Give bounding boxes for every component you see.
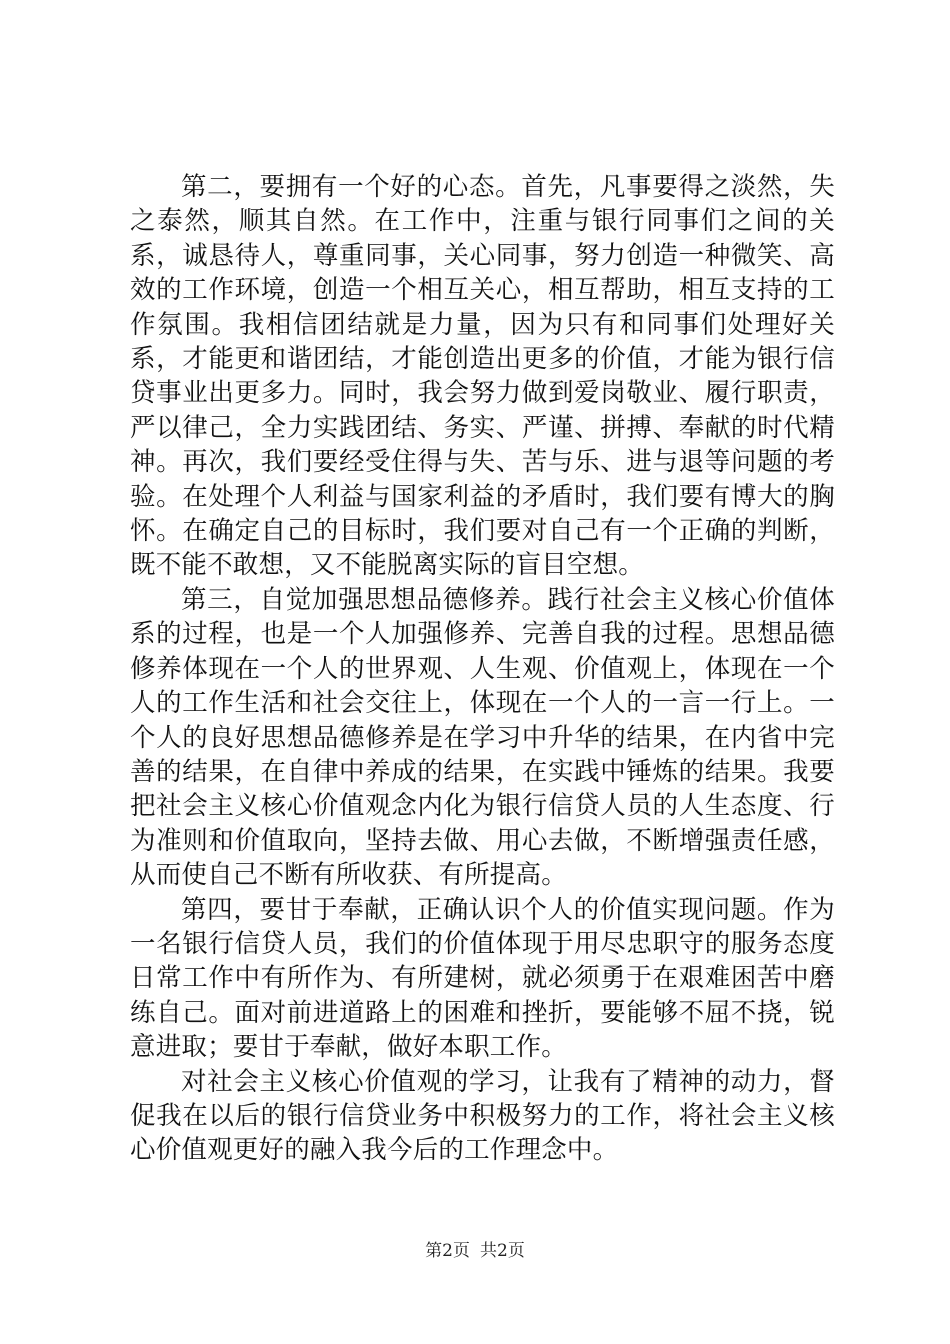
page-number-total: 共2页	[480, 1241, 525, 1261]
paragraph-second-point: 第二，要拥有一个好的心态。首先，凡事要得之淡然，失之泰然，顺其自然。在工作中，注重与银行同事们之间的关系，诚恳待人，尊重同事，关心同事，努力创造一种微笑、高效的工作环境，创造一个相互关心，相互帮助，相互支持的工作氛围。我相信团结就是力量，因为只有和同事们处理好关系，才能更和谐团结，才能创造出更多的价值，才能为银行信贷事业出更多力。同时，我会努力做到爱岗敬业、履行职责，严以律己，全力实践团结、务实、严谨、拼搏、奉献的时代精神。再次，我们要经受住得与失、苦与乐、进与退等问题的考验。在处理个人利益与国家利益的矛盾时，我们要有博大的胸怀。在确定自己的目标时，我们要对自己有一个正确的判断，既不能不敢想，又不能脱离实际的盲目空想。	[130, 172, 835, 581]
paragraph-fourth-point: 第四，要甘于奉献，正确认识个人的价值实现问题。作为一名银行信贷人员，我们的价值体现于用尽忠职守的服务态度日常工作中有所作为、有所建树，就必须勇于在艰难困苦中磨练自己。面对前进道路上的困难和挫折，要能够不屈不挠，锐意进取；要甘于奉献，做好本职工作。	[130, 894, 835, 1063]
paragraph-third-point: 第三，自觉加强思想品德修养。践行社会主义核心价值体系的过程，也是一个人加强修养、完善自我的过程。思想品德修养体现在一个人的世界观、人生观、价值观上，体现在一个人的工作生活和社会交往上，体现在一个人的一言一行上。一个人的良好思想品德修养是在学习中升华的结果，在内省中完善的结果，在自律中养成的结果，在实践中锤炼的结果。我要把社会主义核心价值观念内化为银行信贷人员的人生态度、行为准则和价值取向，坚持去做、用心去做，不断增强责任感，从而使自己不断有所收获、有所提高。	[130, 584, 835, 891]
page-footer	[0, 1240, 950, 1262]
page-number-current: 第2页	[425, 1241, 470, 1261]
document-body	[130, 170, 835, 1168]
paragraph-conclusion: 对社会主义核心价值观的学习，让我有了精神的动力，督促我在以后的银行信贷业务中积极努力的工作，将社会主义核心价值观更好的融入我今后的工作理念中。	[130, 1066, 835, 1166]
